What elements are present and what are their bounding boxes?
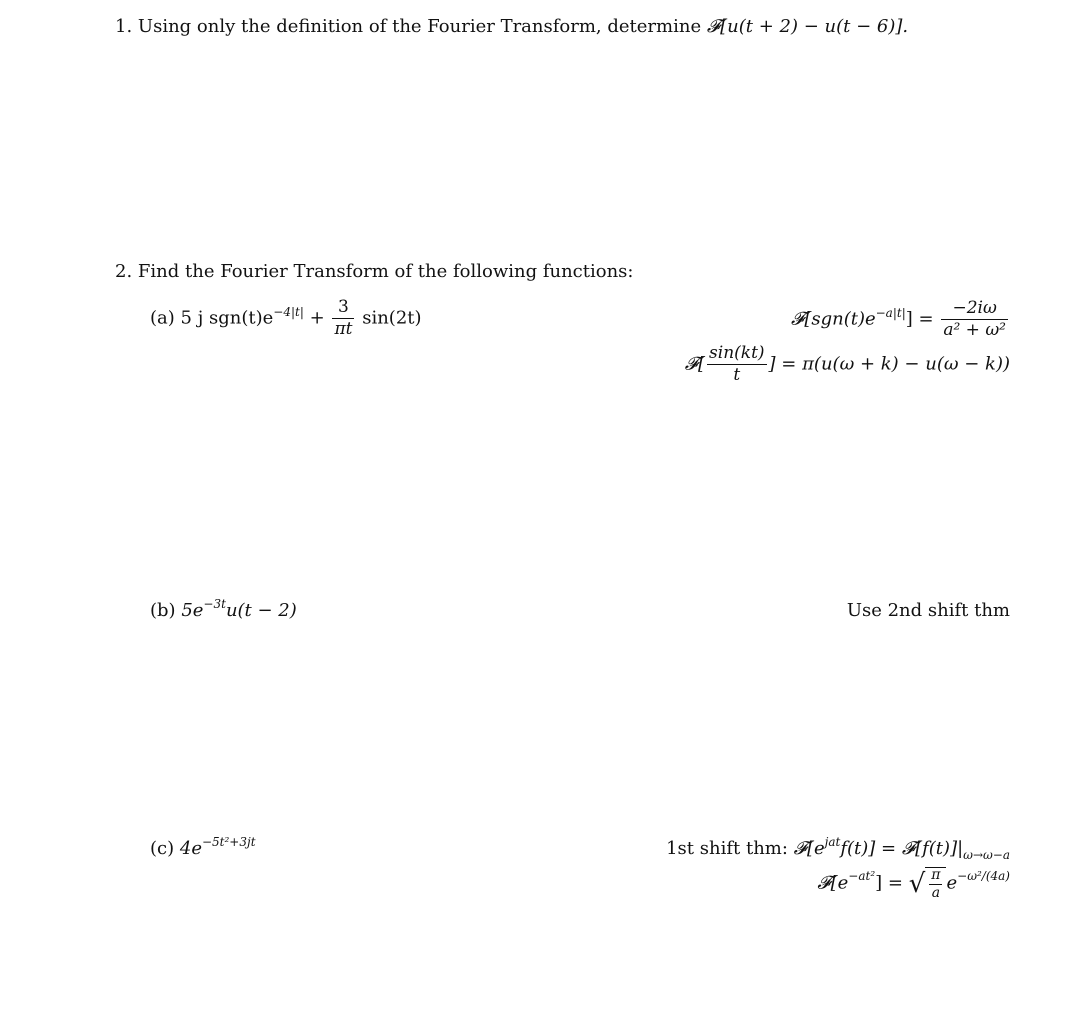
- problem-2-number: 2.: [115, 261, 133, 282]
- part-c-exponent: −5t²+3jt: [201, 835, 256, 849]
- hint-a1-numerator: −2iω: [941, 299, 1008, 320]
- part-a-fraction: [332, 298, 354, 339]
- part-b-tail: u(t − 2): [225, 600, 297, 621]
- part-a: [150, 298, 422, 339]
- hint-a2-fraction: [707, 344, 767, 385]
- part-c-lead: 4e: [179, 838, 202, 859]
- part-b: [150, 597, 297, 621]
- hint-c1-exponent: jat: [824, 835, 841, 849]
- hint-a1-lhs-close: ] =: [905, 308, 934, 330]
- hint-c1-lhs: 𝓕[e: [793, 838, 825, 859]
- part-a-label: (a): [150, 307, 175, 329]
- hint-c2-numerator: π: [931, 866, 941, 883]
- hint-a1: [791, 299, 1010, 340]
- hint-c1-subscript: ω→ω−a: [963, 848, 1010, 862]
- part-a-plus: +: [309, 307, 325, 329]
- hint-c2-fraction: [929, 868, 942, 901]
- part-c: [150, 835, 256, 859]
- hint-c1: [666, 835, 1010, 862]
- hint-c1-prefix: 1st shift thm:: [666, 838, 788, 859]
- problem-1-number: 1.: [115, 16, 133, 37]
- hint-c2-sqrt: [909, 866, 947, 901]
- hint-a2-numerator: sin(kt): [709, 343, 765, 363]
- hint-a2-rhs: ] = π(u(ω + k) − u(ω − k)): [768, 353, 1010, 375]
- problem-2: [115, 261, 633, 282]
- hint-c2-lhs: 𝓕[e: [817, 872, 849, 894]
- part-b-label: (b): [150, 600, 176, 621]
- part-c-label: (c): [150, 838, 175, 859]
- hint-c2-tail: e: [946, 872, 958, 894]
- hint-a1-exponent: −a|t|: [875, 305, 906, 320]
- hint-c1-mid: f(t)] = 𝓕[f(t)]|: [840, 838, 964, 859]
- part-a-lead: 5 j sgn(t)e: [180, 307, 274, 329]
- hint-c2: [817, 866, 1010, 901]
- hint-b: Use 2nd shift thm: [846, 600, 1010, 621]
- hint-c2-tail-exponent: −ω²/(4a): [957, 869, 1010, 884]
- hint-a1-fraction: [941, 299, 1008, 340]
- hint-a2: [685, 344, 1010, 385]
- part-a-tail: sin(2t): [362, 307, 422, 329]
- part-a-fraction-denominator: πt: [334, 319, 353, 339]
- hint-a1-denominator: a² + ω²: [943, 320, 1006, 340]
- sqrt-radical-icon: √: [908, 869, 926, 899]
- part-a-fraction-numerator: 3: [332, 298, 354, 319]
- part-b-lead: 5e: [181, 600, 204, 621]
- problem-1-expression: 𝓕[u(t + 2) − u(t − 6)].: [706, 16, 909, 37]
- problem-2-text: Find the Fourier Transform of the following functions:: [137, 261, 634, 282]
- part-b-exponent: −3t: [203, 597, 226, 611]
- hint-a2-lhs: 𝓕[: [684, 353, 706, 375]
- hint-c2-lhs-close: ] =: [875, 872, 903, 894]
- hint-a1-lhs: 𝓕[sgn(t)e: [791, 308, 876, 330]
- hint-c2-denominator: a: [931, 884, 941, 901]
- problem-1: [115, 16, 908, 37]
- hint-c2-exponent: −at²: [848, 869, 876, 884]
- problem-1-text: Using only the definition of the Fourier Transform, determine: [137, 16, 702, 37]
- part-a-exponent: −4|t|: [273, 304, 304, 319]
- hint-a2-denominator: t: [733, 365, 741, 385]
